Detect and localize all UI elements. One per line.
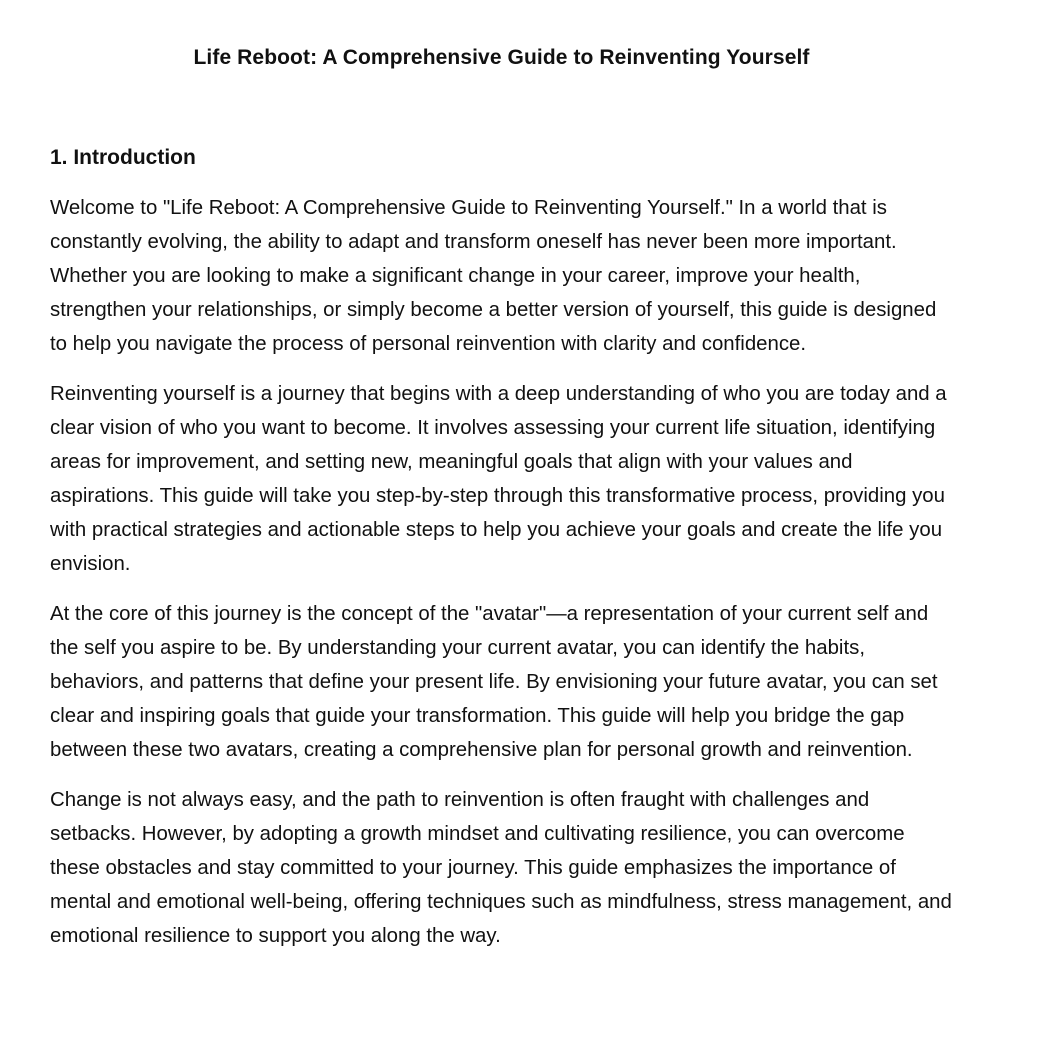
paragraph: Welcome to "Life Reboot: A Comprehensive Guide to Reinventing Yourself." In a world that is constantly evolving, the ability to adapt and transform oneself has never been more important. Whether you are looking to make a significant change in your career, improve your health, strengthen your relationships, or simply become a better version of yourself, this guide is designed to help you navigate the process of personal reinvention with clarity and confidence. (50, 197, 937, 355)
paragraph: Change is not always easy, and the path to reinvention is often fraught with challenges and setbacks. However, by adopting a growth mindset and cultivating resilience, you can overcome these obstacles and stay committed to your journey. This guide emphasizes the importance of mental and emotional well-being, offering techniques such as mindfulness, stress management, and emotional resilience to support you along the way. (50, 789, 952, 947)
paragraph: Reinventing yourself is a journey that begins with a deep understanding of who you are today and a clear vision of who you want to become. It involves assessing your current life situation, identifying areas for improvement, and setting new, meaningful goals that align with your values and aspirations. This guide will take you step-by-step through this transformative process, providing you with practical strategies and actionable steps to help you achieve your goals and create the life you envision. (50, 383, 947, 575)
section-body (50, 191, 955, 969)
document-title: Life Reboot: A Comprehensive Guide to Reinventing Yourself (193, 46, 810, 69)
section-heading: 1. Introduction (50, 146, 196, 169)
paragraph: At the core of this journey is the concept of the "avatar"—a representation of your current self and the self you aspire to be. By understanding your current avatar, you can identify the habits, behaviors, and patterns that define your present life. By envisioning your future avatar, you can set clear and inspiring goals that guide your transformation. This guide will help you bridge the gap between these two avatars, creating a comprehensive plan for personal growth and reinvention. (50, 603, 938, 761)
